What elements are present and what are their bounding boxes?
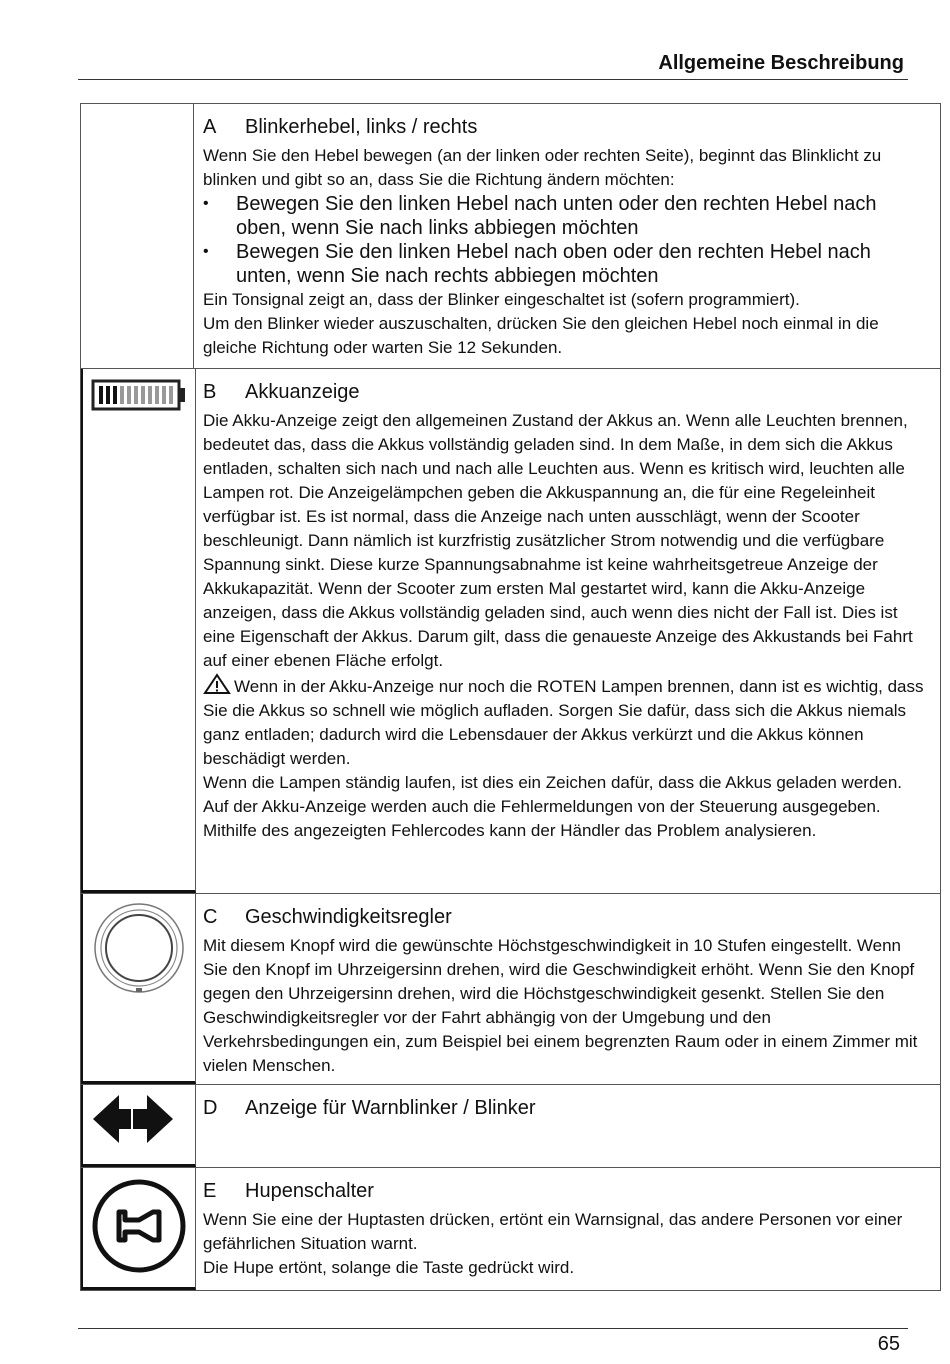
text-cell-a (203, 104, 940, 368)
icon-cell-knob (81, 894, 196, 1084)
section-b-title (203, 379, 930, 405)
section-title-text: Hupenschalter (245, 1180, 374, 1202)
table-row-a (80, 103, 941, 368)
warning-text: Wenn in der Akku-Anzeige nur noch die ROTEN Lampen brennen, dann ist es wichtig, dass Sie die Akkus so schnell wie möglich aufladen. Sorgen Sie dafür, dass sich die Akkus niemals ganz entladen; dadurch wird die Lebensdauer der Akkus verkürzt und die Akkus können beschädigt werden. (203, 677, 924, 768)
icon-cell-battery (81, 369, 196, 893)
icon-cell-empty (81, 104, 194, 368)
section-title-text: Blinkerhebel, links / rechts (245, 116, 478, 138)
section-letter: E (203, 1180, 217, 1202)
table-row-b (80, 368, 941, 893)
text-cell-e (203, 1168, 940, 1288)
section-title-text: Anzeige für Warnblinker / Blinker (245, 1097, 536, 1119)
section-title-text: Geschwindigkeitsregler (245, 906, 452, 928)
page-header-title: Allgemeine Beschreibung (658, 52, 904, 74)
page-number: 65 (877, 1333, 900, 1355)
section-letter: D (203, 1097, 218, 1119)
section-e-body: Wenn Sie eine der Huptasten drücken, ertönt ein Warnsignal, das andere Personen vor einer gefährlichen Situation warnt. (203, 1210, 903, 1253)
section-e-title (203, 1178, 930, 1204)
table-row-c (80, 893, 941, 1084)
speed-knob-icon (91, 900, 187, 996)
list-item: • Bewegen Sie den linken Hebel nach oben oder den rechten Hebel nach unten, wenn Sie nach rechts abbiegen möchten (203, 240, 930, 288)
icon-cell-hazard (81, 1085, 196, 1167)
battery-icon (91, 378, 187, 412)
list-item: • Bewegen Sie den linken Hebel nach unten oder den rechten Hebel nach oben, wenn Sie nach links abbiegen möchten (203, 192, 930, 240)
section-c-title (203, 904, 930, 930)
section-d-title (203, 1095, 930, 1121)
warning-icon (203, 673, 231, 695)
table-row-e (80, 1167, 941, 1291)
description-table (80, 103, 941, 1291)
text-cell-d (203, 1085, 940, 1133)
text-cell-c (203, 894, 940, 1086)
horn-icon (91, 1178, 187, 1274)
hazard-arrows-icon (91, 1093, 175, 1145)
section-a-intro: Wenn Sie den Hebel bewegen (an der linken oder rechten Seite), beginnt das Blinklicht zu blinken und gibt so an, dass Sie die Richtung ändern möchten: (203, 146, 882, 189)
section-a-note: Ein Tonsignal zeigt an, dass der Blinker eingeschaltet ist (sofern programmiert). (203, 290, 800, 309)
section-a-note: Um den Blinker wieder auszuschalten, drücken Sie den gleichen Hebel noch einmal in die gleiche Richtung oder warten Sie 12 Sekunden. (203, 314, 879, 357)
section-a-title (203, 114, 930, 140)
section-a-bullets (203, 192, 930, 288)
section-b-body: Die Akku-Anzeige zeigt den allgemeinen Zustand der Akkus an. Wenn alle Leuchten brennen, bedeutet das, dass die Akkus vollständig geladen sind. In dem Maße, in dem sich die Akkus entladen, schalten sich nach und nach alle Leuchten aus. Wenn es kritisch wird, leuchten alle Lampen rot. Die Anzeigelämpchen geben die Akkuspannung an, die für eine Regeleinheit verfügbar ist. Es ist normal, dass die Anzeige nach unten ausschlägt, wenn der Scooter beschleunigt. Dann nämlich ist kurzfristig zusätzlicher Strom notwendig und die verfügbare Spannung sinkt. Diese kurze Spannungsabnahme ist keine wahrheitsgetreue Anzeige der Akkukapazität. Wenn der Scooter zum ersten Mal gestartet wird, kann die Akku-Anzeige anzeigen, dass die Akkus vollständig geladen sind, auch wenn dies nicht der Fall ist. Dies ist eine Eigenschaft der Akkus. Darum gilt, dass die genaueste Anzeige des Akkustands bei Fahrt auf einer ebenen Fläche erfolgt. (203, 411, 913, 670)
section-letter: B (203, 381, 217, 403)
section-c-body: Mit diesem Knopf wird die gewünschte Höchstgeschwindigkeit in 10 Stufen eingestellt. Wenn Sie den Knopf im Uhrzeigersinn drehen, wird die Geschwindigkeit erhöht. Wenn Sie den Knopf gegen den Uhrzeigersinn drehen, wird die Höchstgeschwindigkeit gesenkt. Stellen Sie den Geschwindigkeitsregler vor der Fahrt abhängig von der Umgebung und den Verkehrsbedingungen ein, zum Beispiel bei einem begrenzten Raum oder in einem Zimmer mit vielen Menschen. (203, 936, 918, 1075)
section-e-note: Die Hupe ertönt, solange die Taste gedrückt wird. (203, 1258, 575, 1277)
section-letter: C (203, 906, 218, 928)
section-letter: A (203, 116, 217, 138)
table-row-d (80, 1084, 941, 1167)
icon-cell-horn (81, 1168, 196, 1290)
section-b-warning (203, 673, 930, 771)
section-b-note: Wenn die Lampen ständig laufen, ist dies ein Zeichen dafür, dass die Akkus geladen werden. Auf der Akku-Anzeige werden auch die Fehlermeldungen von der Steuerung ausgegeben. Mithilfe des angezeigten Fehlercodes kann der Händler das Problem analysieren. (203, 773, 903, 840)
text-cell-b (203, 369, 940, 851)
footer-divider (78, 1328, 908, 1329)
header-divider (78, 79, 908, 80)
section-title-text: Akkuanzeige (245, 381, 360, 403)
